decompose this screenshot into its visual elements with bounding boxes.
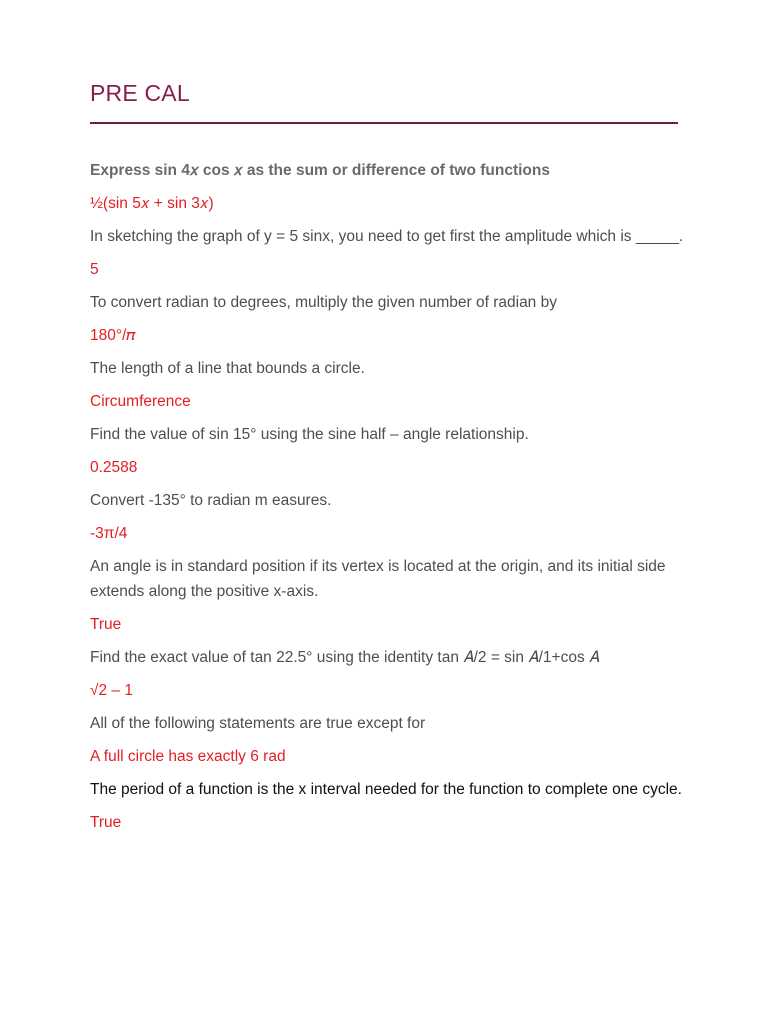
question-1: Express sin 4𝑥 cos 𝑥 as the sum or difference of two functions <box>90 162 550 179</box>
qa-list <box>90 158 685 843</box>
question-3: To convert radian to degrees, multiply the given number of radian by <box>90 294 557 311</box>
answer-4: Circumference <box>90 393 191 410</box>
answer-10: True <box>90 814 122 831</box>
answer-8: √2 – 1 <box>90 682 133 699</box>
title-divider <box>90 122 678 124</box>
question-7: An angle is in standard position if its vertex is located at the origin, and its initial side extends along the positive x-axis. <box>90 558 666 600</box>
answer-6: -3π/4 <box>90 525 128 542</box>
answer-7: True <box>90 616 122 633</box>
answer-2: 5 <box>90 261 99 278</box>
answer-3: 180°/𝜋 <box>90 327 136 344</box>
question-8: Find the exact value of tan 22.5° using the identity tan 𝐴/2 = sin 𝐴/1+cos 𝐴 <box>90 649 600 666</box>
answer-1: ½(sin 5𝑥 + sin 3𝑥) <box>90 195 214 212</box>
question-4: The length of a line that bounds a circle. <box>90 360 365 377</box>
question-9: All of the following statements are true except for <box>90 715 426 732</box>
question-10: The period of a function is the x interval needed for the function to complete one cycle. <box>90 781 682 798</box>
answer-5: 0.2588 <box>90 459 138 476</box>
page-title: PRE CAL <box>90 80 190 106</box>
question-6: Convert -135° to radian m easures. <box>90 492 332 509</box>
question-5: Find the value of sin 15° using the sine half – angle relationship. <box>90 426 529 443</box>
question-2: In sketching the graph of y = 5 sinx, you need to get first the amplitude which is _____. <box>90 228 684 245</box>
answer-9: A full circle has exactly 6 rad <box>90 748 286 765</box>
